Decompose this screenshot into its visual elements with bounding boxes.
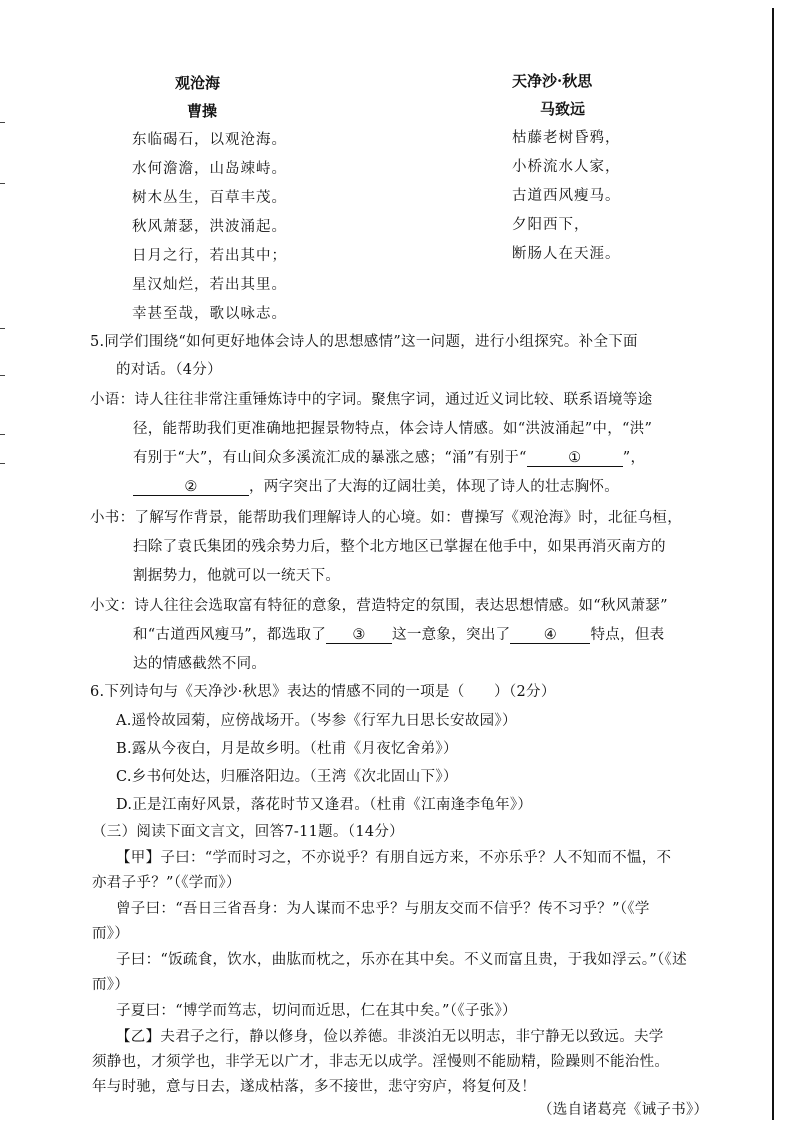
answer-blank-1[interactable]: ① (527, 450, 623, 467)
xiaowen-text: 特点，但表 (590, 627, 665, 643)
q6-option-b[interactable]: B.露从今夜白，月是故乡明。（杜甫《月夜忆舍弟》） (116, 741, 458, 757)
margin-mark (0, 122, 5, 123)
poem1-line: 水何澹澹，山岛竦峙。 (132, 161, 287, 177)
jia-passage-line: 而》） (92, 926, 130, 942)
q5-stem-cont: 的对话。（4分） (116, 362, 222, 378)
poem1-line: 树木丛生，百草丰茂。 (132, 190, 287, 206)
poem2-author: 马致远 (540, 100, 586, 118)
xiaoyu-line: 径，能帮助我们更准确地把握景物特点，体会诗人情感。如“洪波涌起”中，“洪” (133, 421, 653, 437)
xiaoyu-text: ”， (622, 450, 646, 466)
poem1-author: 曹操 (187, 102, 218, 120)
q6-option-a[interactable]: A.遥怜故园菊，应傍战场开。（岑参《行军九日思长安故园》） (116, 713, 517, 729)
yi-passage-line: 年与时驰，意与日去，遂成枯落，多不接世，悲守穷庐，将复何及！ (92, 1079, 536, 1095)
xiaoshu-line: 扫除了袁氏集团的残余势力后，整个北方地区已掌握在他手中，如果再消灭南方的 (133, 539, 666, 555)
q5-stem: 5.同学们围绕“如何更好地体会诗人的思想感情”这一问题，进行小组探究。补全下面 (90, 334, 638, 350)
xiaoyu-line: 小语：诗人往往非常注重锤炼诗中的字词。聚焦字词，通过近义词比较、联系语境等途 (90, 392, 653, 408)
margin-mark (0, 328, 5, 329)
margin-mark (0, 463, 5, 464)
poem2-line: 古道西风瘦马。 (512, 188, 621, 204)
answer-blank-2[interactable]: ② (133, 479, 249, 496)
xiaoyu-line (133, 446, 645, 467)
xiaowen-text: 和“古道西风瘦马”，都选取了 (133, 627, 327, 643)
xiaoyu-line (133, 475, 619, 496)
jia-passage-line: 而》） (92, 977, 130, 993)
jia-passage-line: 【甲】子曰：“学而时习之，不亦说乎？有朋自远方来，不亦乐乎？人不知而不愠，不 (116, 850, 672, 866)
xiaowen-text: 这一意象，突出了 (392, 627, 511, 643)
jia-passage-line: 曾子曰：“吾日三省吾身：为人谋而不忠乎？与朋友交而不信乎？传不习乎？”（《学 (116, 901, 650, 917)
poem2-line: 枯藤老树昏鸦， (512, 130, 621, 146)
xiaoyu-text: 有别于“大”，有山间众多溪流汇成的暴涨之感；“涌”有别于“ (133, 450, 527, 466)
xiaowen-line: 达的情感截然不同。 (133, 656, 267, 672)
margin-mark (0, 375, 5, 376)
jia-passage-line: 亦君子乎？”（《学而》） (92, 875, 241, 891)
xiaowen-line (133, 623, 664, 644)
jia-passage-line: 子曰：“饭疏食，饮水，曲肱而枕之，乐亦在其中矣。不义而富且贵，于我如浮云。”（《述 (116, 952, 687, 968)
page-edge-rule (772, 8, 774, 1120)
poem1-title: 观沧海 (175, 74, 221, 92)
yi-passage-line: 须静也，才须学也，非学无以广才，非志无以成学。淫慢则不能励精，险躁则不能治性。 (92, 1054, 670, 1070)
poem1-line: 幸甚至哉，歌以咏志。 (132, 306, 287, 322)
poem2-line: 夕阳西下， (512, 217, 590, 233)
section3-heading: （三）阅读下面文言文，回答7-11题。（14分） (92, 824, 404, 840)
q6-option-d[interactable]: D.正是江南好风景，落花时节又逢君。（杜甫《江南逢李龟年》） (116, 797, 533, 813)
poem1-line: 东临碣石，以观沧海。 (132, 132, 287, 148)
poem2-line: 断肠人在天涯。 (512, 246, 621, 262)
poem1-line: 秋风萧瑟，洪波涌起。 (132, 219, 287, 235)
answer-blank-4[interactable]: ④ (510, 627, 590, 644)
xiaoshu-line: 割据势力，他就可以一统天下。 (133, 568, 341, 584)
q6-stem: 6.下列诗句与《天净沙·秋思》表达的情感不同的一项是（ ）（2分） (90, 684, 556, 700)
poem2-line: 小桥流水人家， (512, 159, 621, 175)
margin-mark (0, 434, 5, 435)
xiaoshu-line: 小书：了解写作背景，能帮助我们理解诗人的心境。如：曹操写《观沧海》时，北征乌桓， (90, 510, 682, 526)
poem1-line: 星汉灿烂，若出其里。 (132, 277, 287, 293)
poem2-title: 天净沙·秋思 (512, 72, 593, 90)
margin-mark (0, 183, 5, 184)
passage-source: （选自诸葛亮《诫子书》） (538, 1102, 709, 1118)
q6-option-c[interactable]: C.乡书何处达，归雁洛阳边。（王湾《次北固山下》） (116, 769, 458, 785)
yi-passage-line: 【乙】夫君子之行，静以修身，俭以养德。非淡泊无以明志，非宁静无以致远。夫学 (116, 1029, 664, 1045)
jia-passage-line: 子夏曰：“博学而笃志，切问而近思，仁在其中矣。”（《子张》） (116, 1003, 517, 1019)
answer-blank-3[interactable]: ③ (326, 627, 392, 644)
poem1-line: 日月之行，若出其中； (132, 248, 287, 264)
xiaoyu-text: ，两字突出了大海的辽阔壮美，体现了诗人的壮志胸怀。 (249, 479, 619, 495)
xiaowen-line: 小文：诗人往往会选取富有特征的意象，营造特定的氛围，表达思想情感。如“秋风萧瑟” (90, 598, 668, 614)
